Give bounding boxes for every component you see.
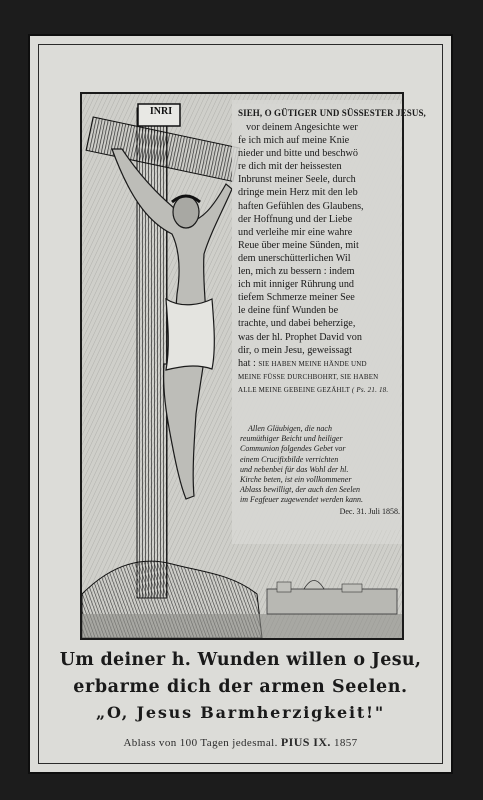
prayer-line: fe ich mich auf meine Knie (238, 135, 350, 147)
prayer-line: hat : (238, 357, 256, 369)
prayer-text (238, 108, 426, 397)
note-line: Kirche beten, ist ein vollkommener (240, 475, 352, 485)
prayer-line: dir, o mein Jesu, geweissagt (238, 344, 352, 356)
prayer-line: Reue über meine Sünden, mit (238, 239, 359, 251)
note-date: Dec. 31. Juli 1858. (339, 506, 400, 516)
prayer-line: le deine fünf Wunden be (238, 305, 339, 317)
note-line: einem Crucifixbilde verrichten (240, 454, 339, 464)
prayer-title: SIEH, O GÜTIGER UND SÜSSESTER JESUS, (238, 108, 426, 118)
note-line: Communion folgendes Gebet vor (240, 444, 346, 454)
prayer-line: vor deinem Angesichte wer (246, 122, 358, 133)
note-line: Ablass bewilligt, der auch den Seelen (240, 485, 360, 495)
prayer-line: und verleihe mir eine wahre (238, 226, 353, 238)
prayer-line: was der hl. Prophet David von (238, 331, 362, 343)
prayer-line: re dich mit der heissesten (238, 161, 342, 173)
scripture-quote: MEINE FÜSSE DURCHBOHRT, SIE HABEN (238, 372, 379, 381)
prayer-line: len, mich zu bessern : indem (238, 266, 355, 278)
prayer-line: nieder und bitte und beschwö (238, 148, 358, 160)
indulgence-text: Ablass von 100 Tagen jedesmal. (123, 737, 278, 749)
prayer-line: der Hoffnung und der Liebe (238, 213, 353, 225)
note-line: im Fegfeuer zugewendet werden kann. (240, 495, 364, 505)
inri-inscription: INRI (149, 106, 173, 117)
prayer-line: Inbrunst meiner Seele, durch (238, 174, 356, 186)
note-line: reumüthiger Beicht und heiliger (240, 434, 343, 444)
prayer-body (238, 121, 400, 397)
scripture-quote: ALLE MEINE GEBEINE GEZÄHLT (238, 385, 350, 394)
scripture-quote-end (238, 384, 400, 397)
note-line: Allen Gläubigen, die nach (248, 424, 332, 433)
scripture-reference: ( Ps. 21. 18. (351, 385, 389, 394)
prayer-line: tiefem Schmerze meiner See (238, 292, 355, 304)
prayer-line: dringe mein Herz mit den leb (238, 187, 358, 199)
prayer-line-with-quote (238, 357, 400, 371)
pope-name: PIUS IX. (280, 735, 331, 749)
caption-line-2: erbarme dich der armen Seelen. (73, 677, 408, 697)
indulgence-note (240, 424, 400, 517)
prayer-line: ich mit inniger Rührung und (238, 279, 355, 291)
prayer-line: dem unerschütterlichen Wil (238, 252, 351, 264)
scripture-quote: SIE HABEN MEINE HÄNDE UND (258, 359, 367, 368)
indulgence-year: 1857 (333, 737, 358, 749)
prayer-line: trachte, und dabei beherzige, (238, 318, 356, 330)
prayer-line: haften Gefühlen des Glaubens, (238, 200, 364, 212)
caption-line-1: Um deiner h. Wunden willen o Jesu, (59, 650, 422, 670)
note-line: und nebenbei für das Wohl der hl. (240, 464, 349, 474)
indulgence-line (28, 735, 453, 750)
caption-line-3: „O, Jesus Barmherzigkeit!" (95, 703, 386, 722)
